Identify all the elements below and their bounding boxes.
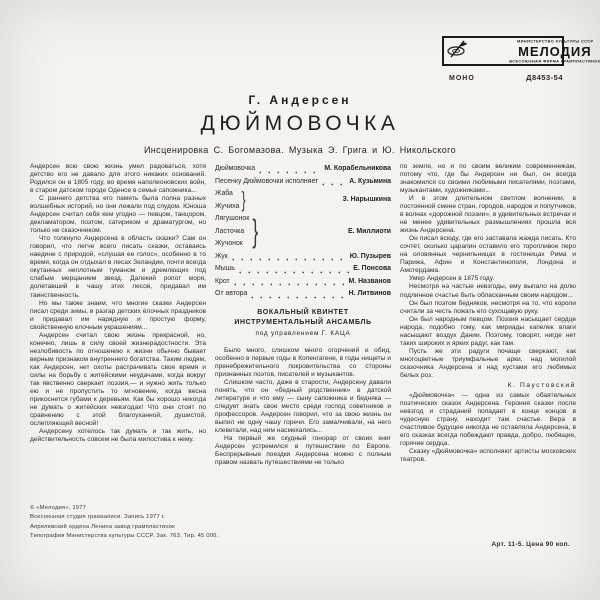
- column-left: [30, 163, 206, 467]
- role-group: [215, 213, 249, 251]
- paragraph: Андерсен считал свою жизнь прекрасной, но, конечно, лишь в силу своей жизнерадостности. Эта незлобивость по отношению к жизни обычно бывает верным признаком внутреннего богатства. Таким людям, как Андерсен, нет охоты растрачивать свое время и силы на борьбу с житейскими неудачами, когда вокруг так явственно сверкает поэзия,— и нужно жить только ею и не пропустить то мгновение, когда весна прикоснется губами к деревьям. Как бы хорошо никогда не думать о житейских невзгодах! Что они стоят по сравнению с этой благоуханной, душистой, ослепляющей весной!: [30, 331, 206, 427]
- paragraph: Что толкнуло Андерсена в область сказки? Сам он говорил, что легче всего писать сказки, оставаясь наедине с природой, «слушая ее голос», особенно в то время, когда он отдыхал в лесах Зеландии, почти всегда окутанных неплотным туманом и дремлющих под слабым мерцанием звезд. Далекий ропот моря, долетавший в чашу этих лесов, придавал им таинственность.: [30, 235, 206, 299]
- paragraph: по земле, но и по своим великим современникам, потому что, где бы Андерсен ни был, он всегда знакомился со своими любимыми писателями, поэтами, музыкантами, художниками...: [400, 163, 576, 195]
- performer-name: Н. Литвинов: [348, 290, 391, 297]
- role-label: От автора: [215, 290, 248, 297]
- performer-name: Е. Миллиоти: [347, 227, 391, 235]
- role-label: Ласточка: [215, 227, 245, 235]
- role-label: Жаба: [215, 190, 233, 197]
- paragraph: Он писал всюду, где его заставала жажда писать. Кто сочтет, сколько царапин оставило его торопливое перо на оловянных чернильницах в гостиницах Рима и Парижа, Афин и Константинополя, Лондона и Амстердама.: [400, 235, 576, 275]
- cast-row: [215, 276, 391, 289]
- copyright-line: Апрелевский ордена Ленина завод грампластинок: [30, 523, 175, 530]
- cast-row: [215, 263, 391, 276]
- ministry-label: МИНИСТЕРСТВО КУЛЬТУРЫ СССР: [516, 39, 593, 43]
- paragraph: Он был народным певцом. Поэзия насыщает сердце народа, подобно тому, как мириады капелек влаги насыщают воздух Дании. Поэтому, говорят, нигде нет таких широких и ярких радуг, как там.: [400, 315, 576, 347]
- role-label: Крот: [215, 277, 230, 285]
- paragraph: Сказку «Дюймовочка» исполняют артисты московских театров.: [400, 448, 576, 464]
- brace-glyph: }: [242, 187, 247, 213]
- paragraph: Слишком часто, даже в старости, Андерсену давали понять, что он «бедный родственник» в датской литературе и что ему — сыну сапожника и бедняка — следует знать свое место среди господ советников и профессоров. Андерсен говорил, что за свою жизнь он выпил не одну чашу горечи. Его замалчивали, на него клеветали, над ним насмехались...: [215, 378, 391, 435]
- album-subtitle: Инсценировка С. Богомазова. Музыка Э. Грига и Ю. Никольского: [143, 145, 457, 155]
- mono-label: МОНО: [449, 75, 475, 82]
- brand-name: МЕЛОДИЯ: [518, 43, 592, 59]
- paragraph: Он был поэтом бедняков, несмотря на то, что короли считали за честь пожать его сухощавую руку.: [400, 299, 576, 315]
- melodiya-emblem-icon: [447, 39, 469, 64]
- paragraph: На первый же скудный гонорар от своих книг Андерсен устремился в путешествие по Европе. Беспрерывные поездки Андерсена можно с полным правом назвать путешествиями не только: [215, 435, 391, 467]
- dot-leader: [239, 271, 349, 274]
- ensemble-line-3: под управлением Г. КАЦА: [255, 329, 351, 337]
- role-label: Жучиха: [215, 202, 240, 210]
- copyright-line: Типография Министерства культуры СССР. Зак. 763. Тир. 45 000.: [30, 533, 219, 540]
- cast-group-row: [215, 213, 391, 251]
- role-label: Лягушонок: [215, 215, 250, 222]
- cast-row: [215, 163, 391, 176]
- dot-leader: [232, 258, 346, 261]
- brace-glyph: }: [252, 213, 259, 250]
- performer-name: М. Корабельникова: [324, 165, 391, 172]
- dot-leader: [251, 296, 344, 299]
- ensemble-line-1: ВОКАЛЬНЫЙ КВИНТЕТ: [257, 308, 349, 316]
- column-middle: [215, 163, 391, 467]
- paragraph: И в этом длительном светлом волнении, в постоянной смене стран, городов, народов и попутчиков, в волнах «дорожной поэзии», в удивительных встречах и не менее удивительных размышлениях прошла вся жизнь Андерсена.: [400, 195, 576, 235]
- ensemble-block: [215, 308, 391, 339]
- dot-leader: [234, 283, 345, 286]
- dot-leader: [259, 171, 320, 174]
- author-name: Г. Андерсен: [248, 93, 352, 107]
- melodiya-logo: [442, 36, 600, 66]
- role-label: Песенку Дюймовочки исполняет: [215, 177, 319, 185]
- cast-row: [215, 176, 391, 189]
- paragraph: Андерсену хотелось так думать и так жить, но действительность совсем не была милостива к нему.: [30, 428, 206, 444]
- dot-leader: [322, 183, 345, 186]
- paragraph: Было много, слишком много огорчений и обид, особенно в первые годы в Копенгагене, в годы нищеты и пренебрежительного покровительства со стороны признанных поэтов, писателей и музыкантов.: [215, 346, 391, 378]
- paragraph: Андерсен всю свою жизнь умел радоваться, хотя детство его не давало для этого никаких оснований. Родился он в 1805 году, во время наполеоновских войн, в старом датском городе Оденсе в семье сапожника...: [30, 163, 206, 195]
- cast-group-row: [215, 188, 391, 213]
- cast-row: [215, 288, 391, 301]
- performer-name: З. Нарышкина: [342, 196, 391, 204]
- paragraph: Пусть же эти радуги почаще сверкают, как многоцветные триумфальные арки, над могилой сказочника Андерсена и над кустами его любимых белых роз.: [400, 347, 576, 379]
- paragraph: Несмотря на частые невзгоды, ему выпало на долю подлинное счастье быть обласканным своим народом...: [400, 283, 576, 299]
- performer-name: М. Названов: [348, 277, 391, 285]
- firm-label: ВСЕСОЮЗНАЯ ФИРМА ГРАМПЛАСТИНОК: [509, 59, 600, 63]
- liner-notes: [30, 163, 576, 467]
- cast-list: [215, 163, 391, 301]
- role-label: Дюймовочка: [215, 165, 256, 172]
- copyright-line: Всесоюзная студия грамзаписи. Запись 1977 г.: [30, 514, 166, 521]
- cast-row: [215, 251, 391, 264]
- paragraph: Умер Андерсен в 1875 году.: [409, 275, 495, 283]
- paustovsky-signature: К. Паустовский: [507, 381, 576, 389]
- imprint-block: [30, 504, 218, 542]
- paragraph: С раннего детства его память была полна разных волшебных историй, но они лежали под спудом. Юноша Андерсен считал себя кем угодно — певцом, танцором, декламатором, поэтом, сатириком и драматургом, но только не сказочником.: [30, 195, 206, 235]
- paragraph: Но мы также знаем, что многие сказки Андерсен писал среди зимы, в разгар детских ёлочных праздников и придавал им нарядную и простую форму, свойственную елочным украшениям...: [30, 299, 206, 331]
- role-label: Мышь: [215, 265, 235, 272]
- paragraph: «Дюймовочка» — одна из самых обаятельных поэтических сказок Андерсена. Героиня сказки после невзгод и страданий попадает в конце концов в чудесную страну, находит там счастье. Вера в счастливое будущее никогда не оставляла Андерсена, в его сказках всегда побеждают правда, добро, любящие, горячие сердца.: [400, 391, 576, 448]
- performer-name: Ю. Пузырев: [349, 252, 391, 260]
- copyright-line: © «Мелодия», 1977: [30, 505, 87, 511]
- album-title: ДЮЙМОВОЧКА: [200, 112, 400, 135]
- role-label: Жучонок: [215, 240, 243, 247]
- column-middle-text: [215, 347, 391, 467]
- column-right: [400, 163, 576, 467]
- art-price: Арт. 11-5. Цена 90 коп.: [491, 541, 570, 548]
- performer-name: А. Кузьмина: [349, 177, 391, 185]
- catalog-number: Д8453-54: [526, 73, 563, 82]
- role-group: [215, 188, 239, 213]
- performer-name: Е. Понсова: [353, 265, 391, 272]
- ensemble-line-2: ИНСТРУМЕНТАЛЬНЫЙ АНСАМБЛЬ: [234, 319, 372, 326]
- role-label: Жук: [215, 252, 228, 260]
